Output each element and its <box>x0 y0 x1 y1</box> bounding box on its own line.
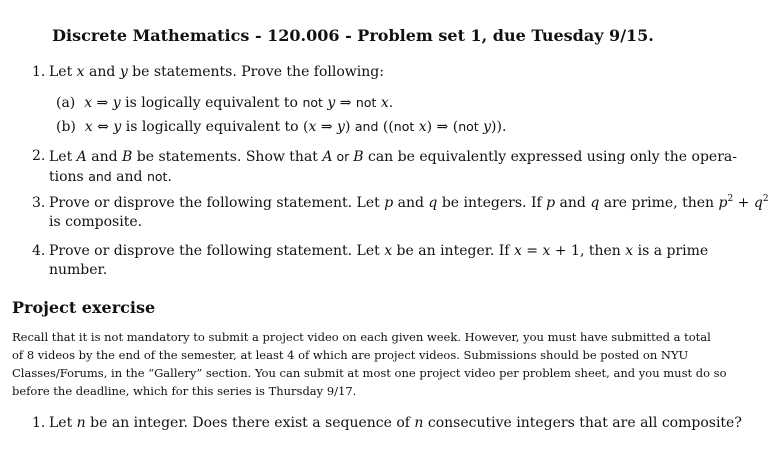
problem-4-text: Prove or disprove the following statement. Let x be an integer. If x = x + 1, then x is a prime number. <box>49 243 709 278</box>
problem-2-number: 2. <box>32 148 46 164</box>
problem-1-number: 1. <box>32 64 46 80</box>
page-title: Discrete Mathematics - 120.006 - Problem set 1, due Tuesday 9/15. <box>52 26 654 45</box>
project-paragraph-line: before the deadline, which for this series is Thursday 9/17. <box>12 384 357 398</box>
project-paragraph-line: Classes/Forums, in the “Gallery” section. You can submit at most one project video per problem sheet, and you must do so <box>12 366 727 380</box>
problem-1-text: Let x and y be statements. Prove the following: <box>49 64 384 80</box>
problem-3-number: 3. <box>32 195 46 211</box>
project-item-text: Let n be an integer. Does there exist a sequence of n consecutive integers that are all composite? <box>49 415 742 431</box>
project-paragraph-line: of 8 videos by the end of the semester, at least 4 of which are project videos. Submissions should be posted on NYU <box>12 348 689 362</box>
project-paragraph <box>12 328 727 400</box>
project-paragraph-line: Recall that it is not mandatory to submit a project video on each given week. However, you must have submitted a total <box>12 330 711 344</box>
project-item-number: 1. <box>32 415 46 431</box>
problem-3-text: Prove or disprove the following statement. Let p and q be integers. If p and q are prime, then $p^2 + q^2$ is composite. <box>49 194 769 230</box>
problem-1b: (b) x ⇔ y is logically equivalent to (x ⇒ y) and ((not x) ⇒ (not y)). <box>56 119 507 135</box>
project-heading: Project exercise <box>12 298 156 317</box>
problem-4-number: 4. <box>32 243 46 259</box>
problem-2-text: Let A and B be statements. Show that A or B can be equivalently expressed using only the opera- tions and and not. <box>49 149 737 185</box>
problem-1a: (a) x ⇒ y is logically equivalent to not y ⇒ not x. <box>56 95 394 111</box>
